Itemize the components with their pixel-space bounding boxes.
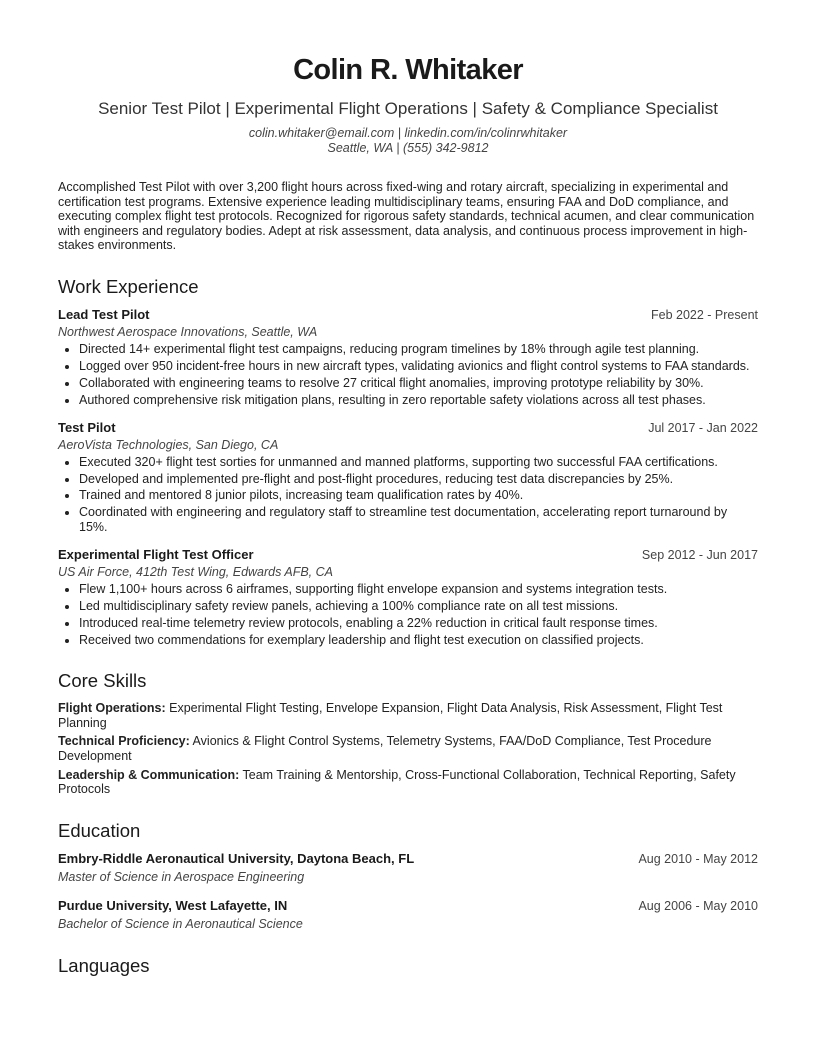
job-bullets <box>58 342 758 408</box>
job-entry <box>58 420 758 535</box>
job-bullet: • Coordinated with engineering and regulatory staff to streamline test documentation, accelerating report turnaround by 15%. <box>79 505 758 534</box>
job-bullets <box>58 582 758 648</box>
skill-row <box>58 734 758 763</box>
job-organization: US Air Force, 412th Test Wing, Edwards AFB, CA <box>58 564 333 579</box>
education-degree: Master of Science in Aerospace Engineering <box>58 869 305 884</box>
job-bullet: • Logged over 950 incident-free hours in new aircraft types, validating avionics and flight control systems to FAA standards. <box>79 359 758 374</box>
skill-text: Team Training & Mentorship, Cross-Functional Collaboration, Technical Reporting, Safety Protocols <box>58 767 736 797</box>
education-entry <box>58 851 758 885</box>
job-bullet: • Flew 1,100+ hours across 6 airframes, supporting flight envelope expansion and systems integration tests. <box>79 582 758 597</box>
skill-text: Avionics & Flight Control Systems, Telemetry Systems, FAA/DoD Compliance, Test Procedure Development <box>58 734 712 763</box>
contact-email-linkedin: colin.whitaker@email.com | linkedin.com/in/colinrwhitaker <box>248 126 568 140</box>
job-bullet: • Developed and implemented pre-flight and post-flight procedures, reducing test data discrepancies by 25%. <box>79 472 758 487</box>
job-dates: Jul 2017 - Jan 2022 <box>648 420 758 435</box>
education-entry <box>58 898 758 932</box>
job-title: Test Pilot <box>58 419 116 435</box>
job-organization: AeroVista Technologies, San Diego, CA <box>58 437 279 452</box>
education-school: Purdue University, West Lafayette, IN <box>58 897 288 913</box>
job-dates: Sep 2012 - Jun 2017 <box>641 547 758 562</box>
job-bullet: • Led multidisciplinary safety review panels, achieving a 100% compliance rate on all test missions. <box>79 599 758 614</box>
skill-row <box>58 701 758 730</box>
job-bullet: • Directed 14+ experimental flight test campaigns, reducing program timelines by 18% through agile test planning. <box>79 342 758 357</box>
contact-info <box>58 126 758 156</box>
job-bullet: • Collaborated with engineering teams to resolve 27 critical flight anomalies, improving prototype reliability by 30%. <box>79 376 758 391</box>
job-bullet: • Executed 320+ flight test sorties for unmanned and manned platforms, supporting two successful FAA certifications. <box>79 455 758 470</box>
job-bullet: • Introduced real-time telemetry review protocols, enabling a 22% reduction in critical fault response times. <box>79 616 758 631</box>
job-organization: Northwest Aerospace Innovations, Seattle, WA <box>58 324 318 339</box>
skill-row <box>58 768 758 797</box>
section-heading-languages: Languages <box>58 954 150 976</box>
education-degree: Bachelor of Science in Aeronautical Science <box>58 916 303 931</box>
job-bullet: • Authored comprehensive risk mitigation plans, resulting in zero reportable safety violations across all test phases. <box>79 393 758 408</box>
contact-location-phone: Seattle, WA | (555) 342-9812 <box>327 141 489 155</box>
skill-label: Leadership & Communication: <box>58 767 240 782</box>
education-dates: Aug 2010 - May 2012 <box>638 851 758 866</box>
job-bullet: • Received two commendations for exemplary leadership and flight test execution on classified projects. <box>79 633 758 648</box>
skill-label: Technical Proficiency: <box>58 734 190 749</box>
job-entry <box>58 547 758 648</box>
job-title: Lead Test Pilot <box>58 306 150 322</box>
education-school: Embry-Riddle Aeronautical University, Daytona Beach, FL <box>58 850 415 866</box>
candidate-name: Colin R. Whitaker <box>293 54 523 86</box>
job-title: Experimental Flight Test Officer <box>58 546 254 562</box>
professional-summary: Accomplished Test Pilot with over 3,200 flight hours across fixed-wing and rotary aircraft, specializing in experimental and certification test programs. Extensive experience leading multidisciplinary teams, ensuring FAA and DoD compliance, and executing complex flight test protocols. Recognized for rigorous safety standards, technical acumen, and clear communication with engineers and regulatory bodies. Adept at risk assessment, data analysis, and continuous process improvement in high-stakes environments. <box>58 180 755 253</box>
job-entry <box>58 307 758 408</box>
job-dates: Feb 2022 - Present <box>650 307 758 322</box>
section-heading-experience: Work Experience <box>58 275 199 297</box>
job-bullets <box>58 455 758 535</box>
skill-label: Flight Operations: <box>58 701 166 716</box>
candidate-title: Senior Test Pilot | Experimental Flight Operations | Safety & Compliance Specialist <box>98 99 718 118</box>
job-bullet: • Trained and mentored 8 junior pilots, increasing team qualification rates by 40%. <box>79 488 758 503</box>
section-heading-skills: Core Skills <box>58 670 147 692</box>
skill-text: Experimental Flight Testing, Envelope Expansion, Flight Data Analysis, Risk Assessment, Flight Test Planning <box>58 701 723 730</box>
section-heading-education: Education <box>58 819 141 841</box>
education-dates: Aug 2006 - May 2010 <box>638 898 758 913</box>
